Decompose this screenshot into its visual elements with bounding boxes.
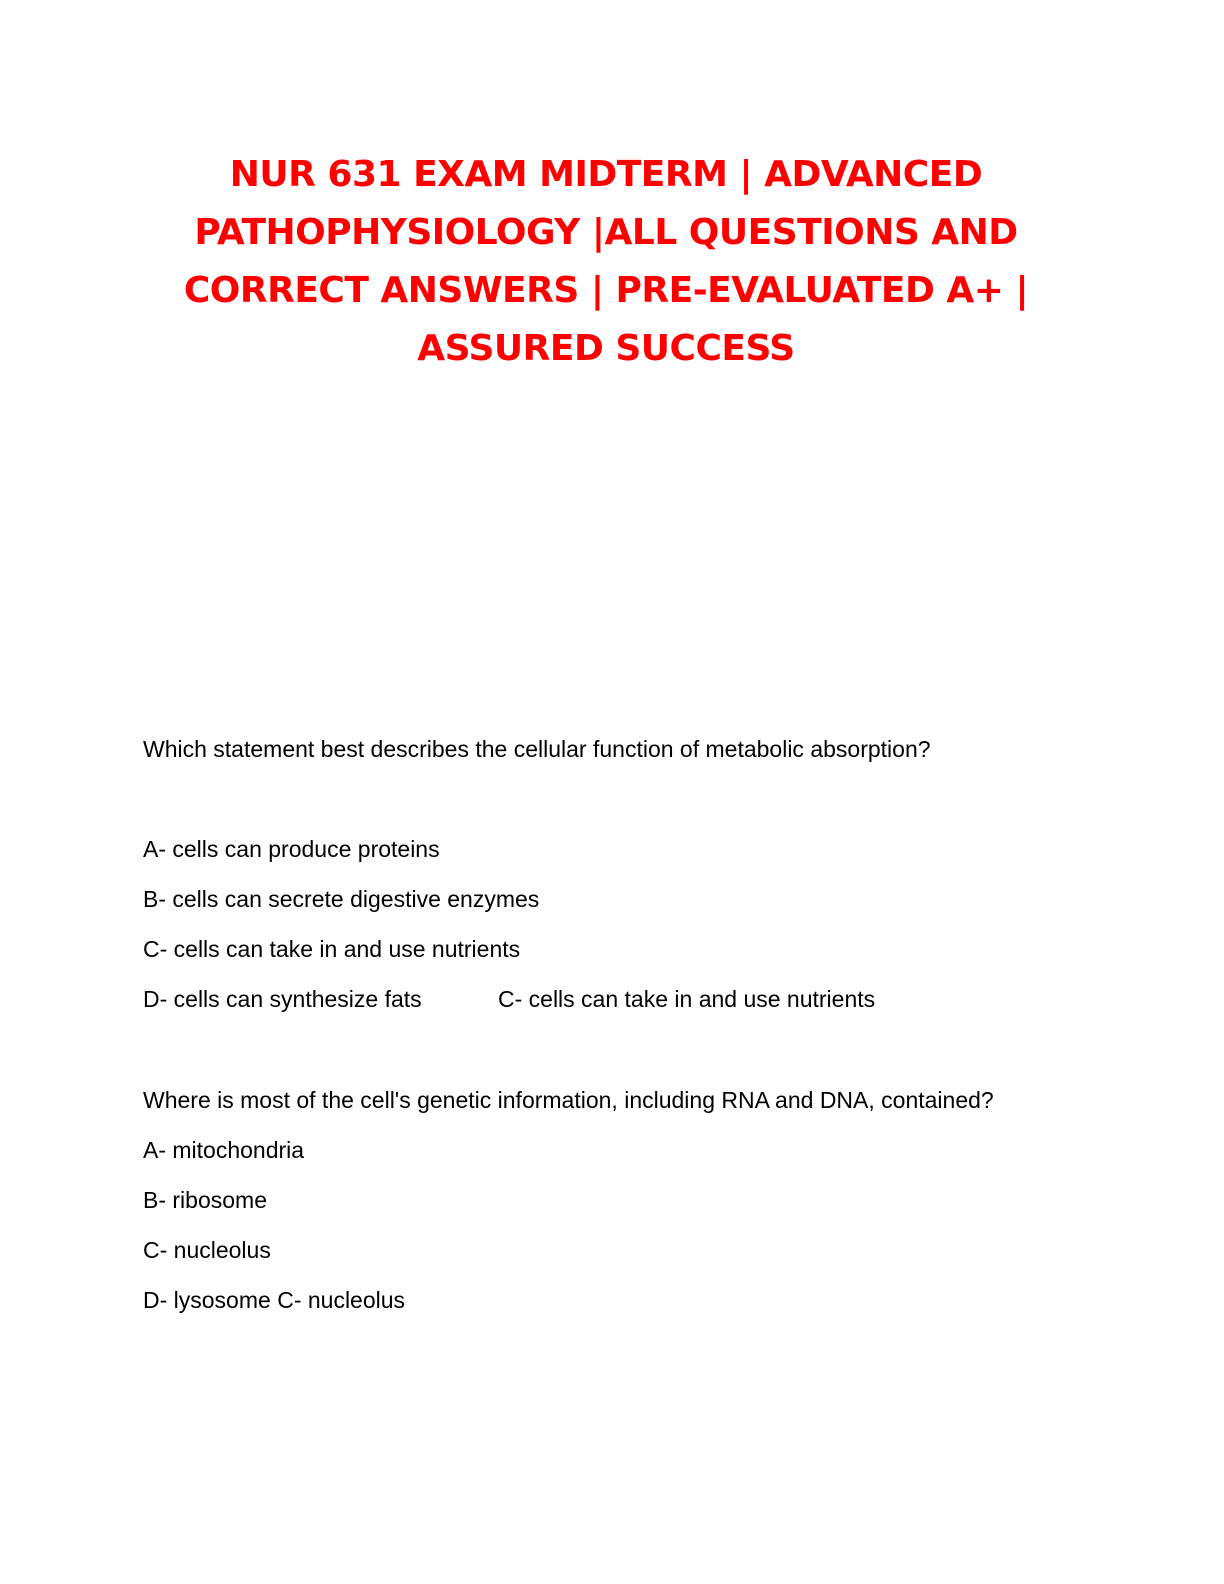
- title-line: PATHOPHYSIOLOGY |ALL QUESTIONS AND: [194, 212, 1018, 253]
- title-line: ASSURED SUCCESS: [417, 328, 795, 369]
- answer-option: C- cells can take in and use nutrients: [143, 936, 521, 962]
- title-line: CORRECT ANSWERS | PRE-EVALUATED A+ |: [183, 270, 1029, 311]
- answer-option: D- cells can synthesize fats: [143, 986, 422, 1012]
- question-prompt: Which statement best describes the cellular function of metabolic absorption?: [143, 736, 931, 762]
- answer-option-with-answer: [143, 1286, 405, 1314]
- document-title: [150, 146, 1062, 378]
- answer-option: A- mitochondria: [143, 1137, 305, 1163]
- answer-option: B- cells can secrete digestive enzymes: [143, 886, 540, 912]
- question-prompt: Where is most of the cell's genetic information, including RNA and DNA, contained?: [143, 1087, 994, 1113]
- answer-option: C- nucleolus: [143, 1237, 271, 1263]
- correct-answer: C- cells can take in and use nutrients: [498, 986, 876, 1012]
- answer-option: D- lysosome: [143, 1287, 271, 1313]
- answer-option: B- ribosome: [143, 1187, 267, 1213]
- correct-answer: C- nucleolus: [277, 1287, 406, 1313]
- title-line: NUR 631 EXAM MIDTERM | ADVANCED: [229, 154, 983, 195]
- answer-option: A- cells can produce proteins: [143, 836, 440, 862]
